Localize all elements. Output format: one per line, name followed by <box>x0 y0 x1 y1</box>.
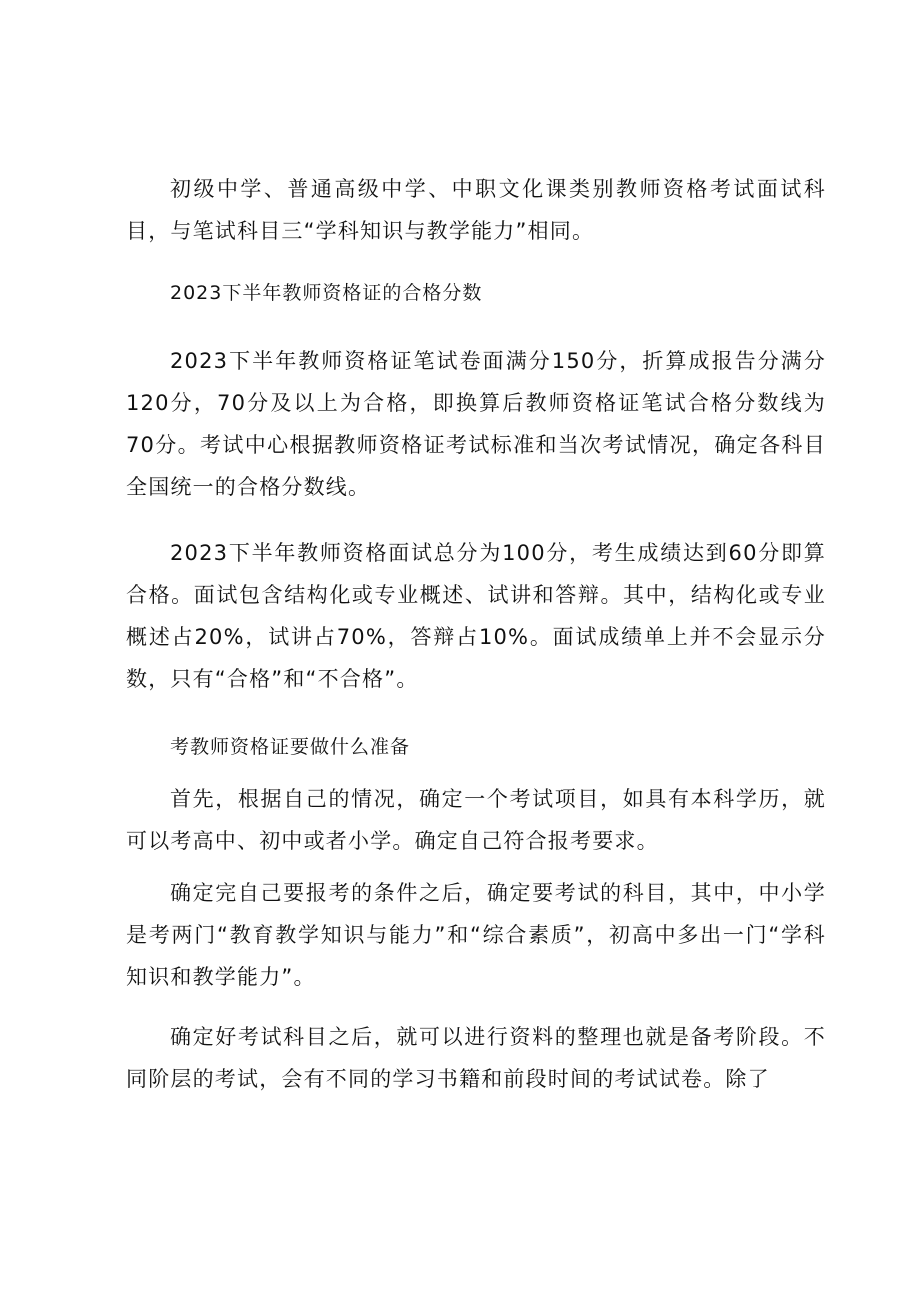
paragraph-interview-subjects: 初级中学、普通高级中学、中职文化课类别教师资格考试面试科目，与笔试科目三“学科知识与教学能力”相同。 <box>126 177 826 243</box>
paragraph-written-exam-score: 2023下半年教师资格证笔试卷面满分150分，折算成报告分满分120分，70分及以上为合格，即换算后教师资格证笔试合格分数线为70分。考试中心根据教师资格证考试标准和当次考试情况，确定各科目全国统一的合格分数线。 <box>126 349 826 499</box>
paragraph-choose-subjects: 确定完自己要报考的条件之后，确定要考试的科目，其中，中小学是考两门“教育教学知识与能力”和“综合素质”，初高中多出一门“学科知识和教学能力”。 <box>126 881 826 989</box>
paragraph-prepare-materials: 确定好考试科目之后，就可以进行资料的整理也就是备考阶段。不同阶层的考试，会有不同的学习书籍和前段时间的考试试卷。除了 <box>126 1025 826 1091</box>
heading-preparation: 考教师资格证要做什么准备 <box>170 736 411 758</box>
heading-passing-score: 2023下半年教师资格证的合格分数 <box>170 282 483 304</box>
paragraph-interview-score: 2023下半年教师资格面试总分为100分，考生成绩达到60分即算合格。面试包含结构化或专业概述、试讲和答辩。其中，结构化或专业概述占20%，试讲占70%，答辩占10%。面试成绩单上并不会显示分数，只有“合格”和“不合格”。 <box>126 541 826 691</box>
paragraph-choose-project: 首先，根据自己的情况，确定一个考试项目，如具有本科学历，就可以考高中、初中或者小学。确定自己符合报考要求。 <box>126 787 826 853</box>
